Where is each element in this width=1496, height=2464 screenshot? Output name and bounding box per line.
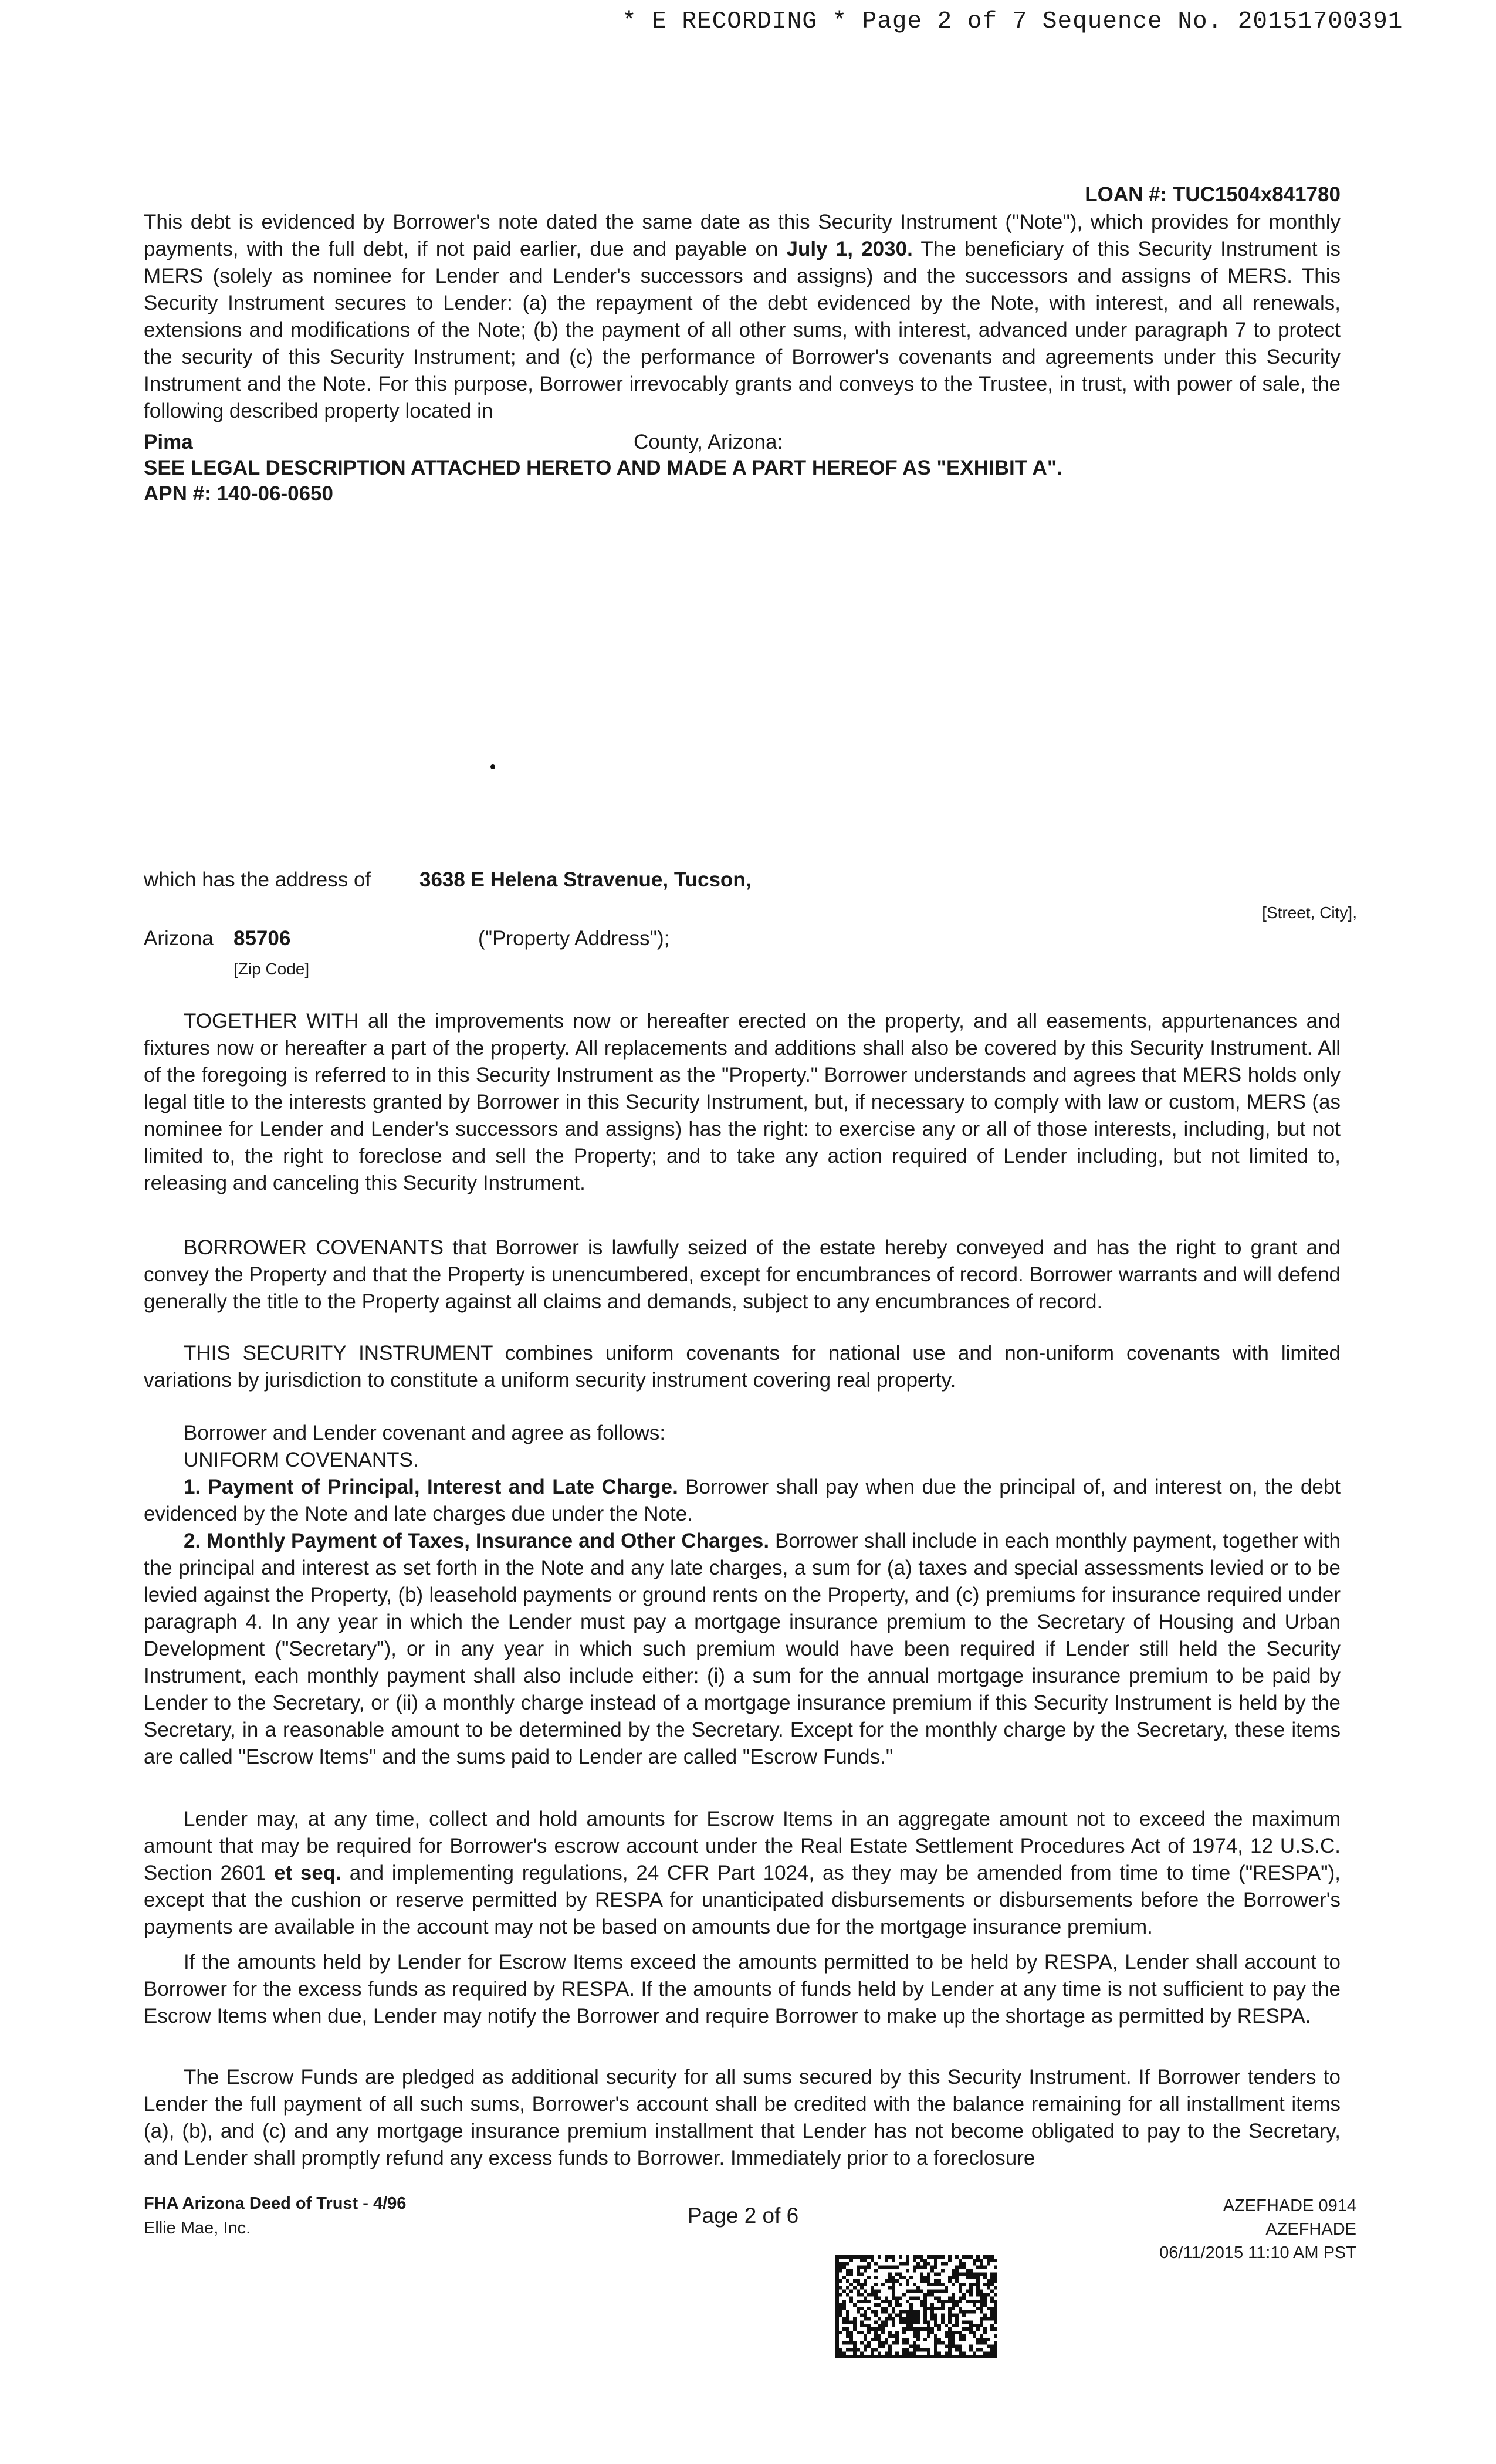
recording-header: * E RECORDING * Page 2 of 7 Sequence No. 20151700391 (622, 8, 1403, 35)
item-1-heading: 1. Payment of Principal, Interest and Late Charge. (184, 1475, 678, 1498)
state: Arizona (144, 927, 214, 950)
zip-code: 85706 (233, 927, 291, 950)
barcode-icon (835, 2255, 997, 2358)
street-city-label: [Street, City], (1262, 903, 1357, 922)
apn-number: APN #: 140-06-0650 (144, 482, 333, 505)
county-name: Pima (144, 431, 193, 453)
item-2-paragraph (144, 1528, 1341, 1771)
zip-code-label: [Zip Code] (233, 960, 310, 978)
item-1-text: Borrower shall pay when due the principal of, and interest on, the debt evidenced by the Note and late charges due under the Note. (144, 1475, 1341, 1525)
loan-number: LOAN #: TUC1504x841780 (1085, 183, 1341, 206)
covenants-block (144, 1420, 1341, 1474)
form-datetime: 06/11/2015 11:10 AM PST (1159, 2243, 1356, 2262)
uniform-covenants-heading: UNIFORM COVENANTS. (184, 1448, 419, 1471)
form-code-2: AZEFHADE (1265, 2220, 1356, 2239)
stray-mark (490, 764, 495, 769)
item-2-heading: 2. Monthly Payment of Taxes, Insurance and Other Charges. (184, 1529, 770, 1552)
item-1-paragraph (144, 1474, 1341, 1528)
property-address-label: ("Property Address"); (478, 927, 670, 950)
intro-paragraph (144, 209, 1341, 425)
company-name: Ellie Mae, Inc. (144, 2219, 251, 2238)
street-address: 3638 E Helena Stravenue, Tucson, (419, 868, 752, 891)
borrower-covenants-paragraph: BORROWER COVENANTS that Borrower is lawfully seized of the estate hereby conveyed and has the right to grant and convey the Property and that the Property is unencumbered, except for encumbrances of record. Borrower warrants and will defend generally the title to the Property against all claims and demands, subject to any encumbrances of record. (144, 1236, 1341, 1313)
security-instrument-paragraph: THIS SECURITY INSTRUMENT combines uniform covenants for national use and non-uniform covenants with limited variations by jurisdiction to constitute a uniform security instrument covering real property. (144, 1342, 1341, 1392)
intro-text-a: This debt is evidenced by Borrower's note dated the same date as this Security Instrument ("Note"), which provides for monthly payments, with the full debt, if not paid earlier, due and payable on (144, 211, 1341, 260)
together-paragraph: TOGETHER WITH all the improvements now or hereafter erected on the property, and all easements, appurtenances and fixtures now or hereafter a part of the property. All replacements and additions shall also be covered by this Security Instrument. All of the foregoing is referred to in this Security Instrument as the "Property." Borrower understands and agrees that MERS holds only legal title to the interests granted by Borrower in this Security Instrument, but, if necessary to comply with law or custom, MERS (as nominee for Lender and Lender's successors and assigns) has the right: to exercise any or all of those interests, including, but not limited to, the right to foreclose and sell the Property; and to take any action required of Lender including, but not limited to, releasing and canceling this Security Instrument. (144, 1010, 1341, 1194)
et-seq: et seq. (274, 1861, 341, 1884)
form-name: FHA Arizona Deed of Trust - 4/96 (144, 2194, 407, 2213)
address-label: which has the address of (144, 868, 371, 891)
intro-text-b: The beneficiary of this Security Instrument is MERS (solely as nominee for Lender and Lender's successors and assigns) and the successors and assigns of MERS. This Security Instrument secures to Lender: (a) the repayment of the debt evidenced by the Note, with interest, and all renewals, extensions and modifications of the Note; (b) the payment of all other sums, with interest, advanced under paragraph 7 to protect the security of this Security Instrument; and (c) the performance of Borrower's covenants and agreements under this Security Instrument and the Note. For this purpose, Borrower irrevocably grants and conveys to the Trustee, in trust, with power of sale, the following described property located in (144, 238, 1341, 422)
form-codes (1159, 2194, 1356, 2265)
item-2-text: Borrower shall include in each monthly payment, together with the principal and interest as set forth in the Note and any late charges, a sum for (a) taxes and special assessments levied or to be levied against the Property, (b) leasehold payments or ground rents on the Property, and (c) premiums for insurance required under paragraph 4. In any year in which the Lender must pay a mortgage insurance premium to the Secretary of Housing and Urban Development ("Secretary"), or in any year in which such premium would have been required if Lender still held the Security Instrument, each monthly payment shall also include either: (i) a sum for the annual mortgage insurance premium to be paid by Lender to the Secretary, or (ii) a monthly charge instead of a mortgage insurance premium if this Security Instrument is held by the Secretary, in a reasonable amount to be determined by the Secretary. Except for the monthly charge by the Secretary, these items are called "Escrow Items" and the sums paid to Lender are called "Escrow Funds." (144, 1529, 1341, 1768)
covenant-agree: Borrower and Lender covenant and agree as follows: (184, 1421, 666, 1444)
legal-description: SEE LEGAL DESCRIPTION ATTACHED HERETO AND MADE A PART HEREOF AS "EXHIBIT A". (144, 456, 1063, 479)
lender-text-a: Lender may, at any time, collect and hold amounts for Escrow Items in an aggregate amount not to exceed the maximum amount that may be required for Borrower's escrow account under the Real Estate Settlement Procedures Act of 1974, 12 U.S.C. Section 2601 (144, 1808, 1341, 1884)
escrow-pledged-paragraph: The Escrow Funds are pledged as additional security for all sums secured by this Security Instrument. If Borrower tenders to Lender the full payment of all such sums, Borrower's account shall be credited with the balance remaining for all installment items (a), (b), and (c) and any mortgage insurance premium installment that Lender has not become obligated to pay to the Secretary, and Lender shall promptly refund any excess funds to Borrower. Immediately prior to a foreclosure (144, 2066, 1341, 2169)
excess-funds-paragraph: If the amounts held by Lender for Escrow Items exceed the amounts permitted to be held by RESPA, Lender shall account to Borrower for the excess funds as required by RESPA. If the amounts of funds held by Lender at any time is not sufficient to pay the Escrow Items when due, Lender may notify the Borrower and require Borrower to make up the shortage as permitted by RESPA. (144, 1951, 1341, 2028)
lender-text-b: and implementing regulations, 24 CFR Part 1024, as they may be amended from time to time ("RESPA"), except that the cushion or reserve permitted by RESPA for unanticipated disbursements or disbursements before the Borrower's payments are available in the account may not be based on amounts due for the mortgage insurance premium. (144, 1861, 1341, 1938)
county-label: County, Arizona: (634, 431, 783, 453)
due-date: July 1, 2030. (786, 238, 913, 260)
page-number: Page 2 of 6 (688, 2204, 799, 2228)
lender-escrow-paragraph (144, 1806, 1341, 1941)
form-code-1: AZEFHADE 0914 (1223, 2196, 1356, 2215)
